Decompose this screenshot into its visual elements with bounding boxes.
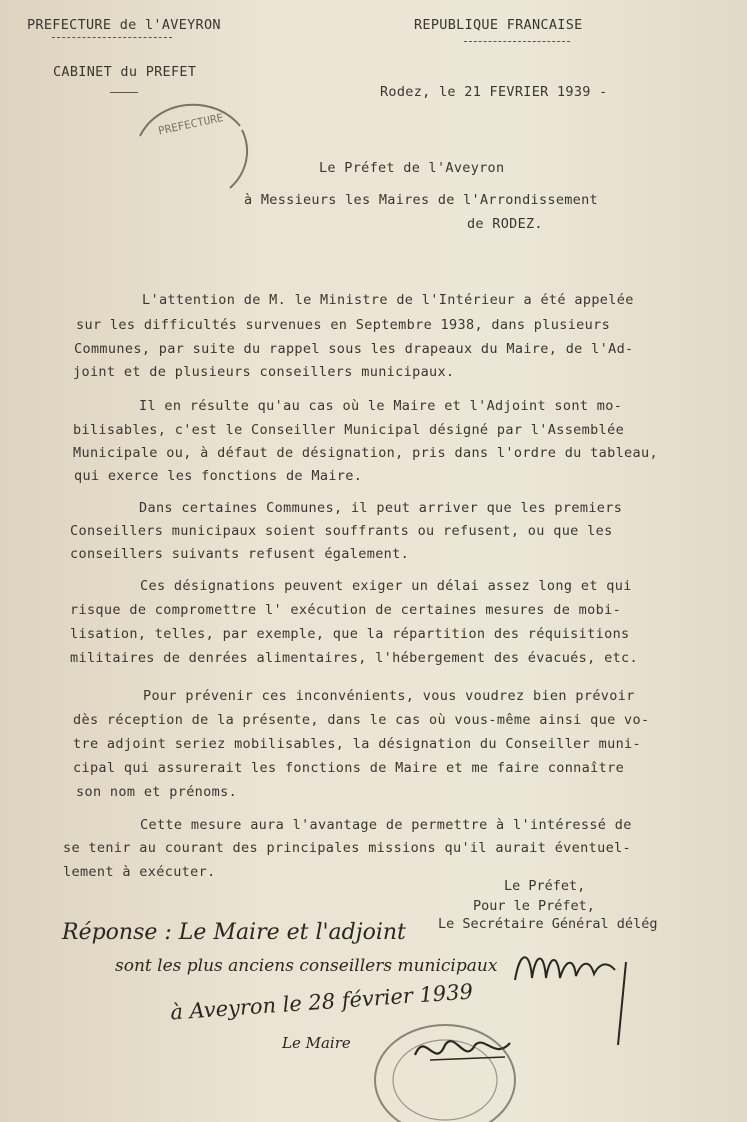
body-line: bilisables, c'est le Conseiller Municipal désigné par l'Assemblée <box>73 422 625 438</box>
header-underline-right <box>464 41 570 42</box>
signature-line-2: Pour le Préfet, <box>473 898 595 914</box>
signature-line-3: Le Secrétaire Général délég <box>438 916 658 932</box>
handwritten-reply-line-4: Le Maire <box>282 1034 351 1052</box>
body-line: conseillers suivants refusent également. <box>70 546 410 562</box>
recipient-line-2: de RODEZ. <box>467 216 543 232</box>
recipient-line-1: à Messieurs les Maires de l'Arrondissement <box>244 192 598 208</box>
republique-header: REPUBLIQUE FRANCAISE <box>414 17 583 33</box>
body-line: tre adjoint seriez mobilisables, la désignation du Conseiller muni- <box>73 736 642 752</box>
body-line: sur les difficultés survenues en Septembre 1938, dans plusieurs <box>76 317 611 333</box>
body-line: cipal qui assurerait les fonctions de Maire et me faire connaître <box>73 760 625 776</box>
body-line: se tenir au courant des principales missions qu'il aurait éventuel- <box>63 840 632 856</box>
cabinet-header: CABINET du PREFET <box>53 64 197 80</box>
body-line: lement à exécuter. <box>63 864 216 880</box>
svg-text:PREFECTURE: PREFECTURE <box>157 111 225 138</box>
body-line: militaires de denrées alimentaires, l'hébergement des évacués, etc. <box>70 650 639 666</box>
body-line: L'attention de M. le Ministre de l'Intérieur a été appelée <box>142 292 634 308</box>
header-underline-left <box>52 37 172 38</box>
body-line: Pour prévenir ces inconvénients, vous voudrez bien prévoir <box>143 688 635 704</box>
handwritten-reply-line-1: Réponse : Le Maire et l'adjoint <box>62 920 406 945</box>
body-line: Ces désignations peuvent exiger un délai assez long et qui <box>140 578 632 594</box>
body-line: son nom et prénoms. <box>76 784 238 800</box>
body-line: Cette mesure aura l'avantage de permettre à l'intéressé de <box>140 817 632 833</box>
margin-stroke <box>612 960 632 1050</box>
handwritten-reply-line-3: à Aveyron le 28 février 1939 <box>169 979 474 1025</box>
handwritten-reply-line-2: sont les plus anciens conseillers municipaux <box>115 956 498 976</box>
cabinet-dash <box>110 92 138 93</box>
mairie-stamp <box>360 1010 530 1122</box>
body-line: risque de compromettre l' exécution de certaines mesures de mobi- <box>70 602 622 618</box>
body-line: dès réception de la présente, dans le cas où vous-même ainsi que vo- <box>73 712 650 728</box>
body-line: Municipale ou, à défaut de désignation, pris dans l'ordre du tableau, <box>73 445 658 461</box>
body-line: qui exerce les fonctions de Maire. <box>74 468 363 484</box>
body-line: joint et de plusieurs conseillers municipaux. <box>73 364 455 380</box>
signature-line-1: Le Préfet, <box>504 878 586 894</box>
prefecture-header: PREFECTURE de l'AVEYRON <box>27 17 221 33</box>
sender-line: Le Préfet de l'Aveyron <box>319 160 505 176</box>
body-line: Il en résulte qu'au cas où le Maire et l'Adjoint sont mo- <box>139 398 623 414</box>
body-line: Conseillers municipaux soient souffrants ou refusent, ou que les <box>70 523 613 539</box>
dateline: Rodez, le 21 FEVRIER 1939 - <box>380 84 608 100</box>
handwritten-signature <box>510 940 620 990</box>
body-line: lisation, telles, par exemple, que la répartition des réquisitions <box>70 626 630 642</box>
body-line: Dans certaines Communes, il peut arriver que les premiers <box>139 500 623 516</box>
prefecture-stamp <box>130 96 260 196</box>
body-line: Communes, par suite du rappel sous les drapeaux du Maire, de l'Ad- <box>74 341 634 357</box>
